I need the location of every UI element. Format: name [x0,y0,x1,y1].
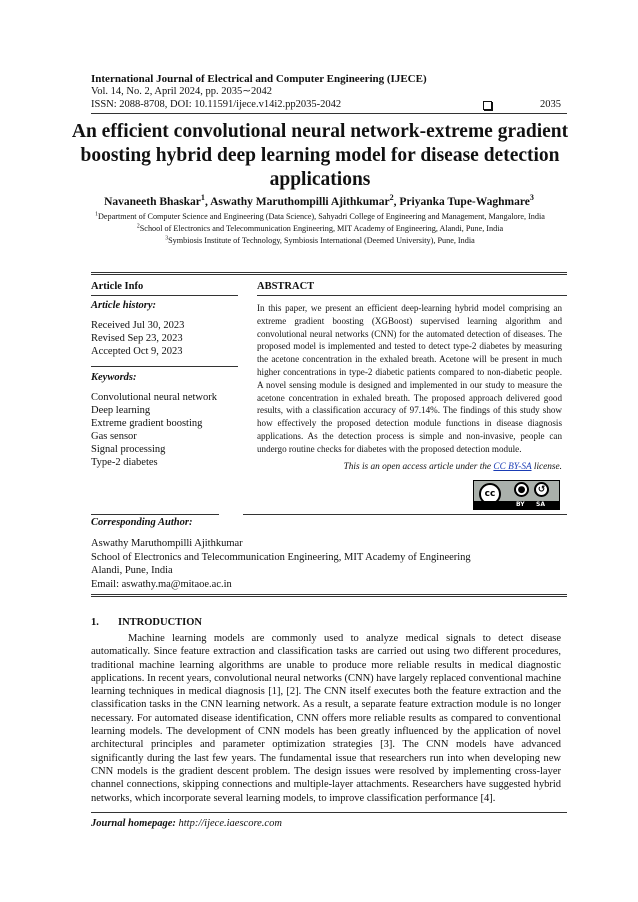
history-list [91,319,184,358]
affiliation [70,223,570,234]
keywords-heading: Keywords: [91,372,137,383]
page-number-group [483,99,561,112]
issn-row [91,99,561,112]
page-number: 2035 [540,99,561,110]
keyword-item: Gas sensor [91,431,137,442]
section-heading: INTRODUCTION [118,617,203,628]
license-line [257,462,562,472]
badge-by: BY [516,501,525,508]
affiliation-sup: 1 [95,211,98,218]
affiliation-sup: 2 [136,223,140,230]
author-name: Aswathy Maruthompilli Ajithkumar [210,196,390,208]
square-icon [483,101,492,110]
volume-info: Vol. 14, No. 2, April 2024, pp. 2035∼2042 [91,86,272,97]
issn-doi: ISSN: 2088-8708, DOI: 10.11591/ijece.v14i2.pp2035-2042 [91,99,342,110]
homepage-label: Journal homepage: [91,818,176,829]
badge-sa: SA [536,501,545,508]
section-rule-bottom [91,594,567,597]
section-rule-top [91,272,567,275]
affiliation-text: Symbiosis Institute of Technology, Symbiosis International (Deemed University), Pune, India [168,236,475,245]
abstract-heading: ABSTRACT [257,281,315,292]
history-item: Received Jul 30, 2023 [91,320,185,331]
share-alike-icon: ↺ [534,482,549,497]
affiliation-sup: 3 [165,235,169,242]
homepage-url[interactable]: http://ijece.iaescore.com [178,818,282,829]
paper-title: An efficient convolutional neural network-extreme gradient boosting hybrid deep learning model for disease detection applications [71,121,569,190]
history-heading: Article history: [91,300,157,311]
corr-rule-right [243,514,567,515]
attribution-icon: ● [514,482,529,497]
keyword-item: Extreme gradient boosting [91,418,203,429]
license-suffix: license. [533,462,562,472]
corr-line: Email: aswathy.ma@mitaoe.ac.in [91,578,232,590]
author-sup: 2 [389,193,394,203]
keyword-item: Convolutional neural network [91,392,217,403]
abstract-text: In this paper, we present an efficient deep-learning hybrid model comprising an extreme gradient boosting (XGBoost) supervised learning algorithm and convolutional neural networks (CNN) for the automated detection of diseases. The proposed model is implemented and tested to detect type-2 diabetes by measuring the acetone concentration in the exhaled breath. Acetone will be present in much higher concentrations in type-2 diabetic patients compared to non-diabetic people. A novel sensing module is designed and implemented in our study to measure the acetone concentration in exhaled breath. The proposed approach delivered good results, with a classification accuracy of 97.14%. The findings of this study show how effectively the proposed detection module functions in disease diagnosis applications. As the detection process is simple and non-invasive, people can undergo routine checks for diabetes with the proposed detection module. [257,303,562,454]
author-sup: 1 [200,193,205,203]
history-item: Accepted Oct 9, 2023 [91,346,183,357]
license-prefix: This is an open access article under the [343,462,492,472]
affiliation-text: School of Electronics and Telecommunication Engineering, MIT Academy of Engineering, Alandi, Pune, India [139,224,504,233]
keywords-list [91,391,217,469]
cc-by-sa-badge[interactable] [473,480,560,510]
footer-rule [91,812,567,813]
corresponding-block [91,537,561,591]
header-rule [91,113,567,114]
authors-line: Navaneeth Bhaskar$^1$, Aswathy Maruthompilli Ajithkumar$^2$, Priyanka Tupe-Waghmare$^3$ [104,193,534,208]
history-item: Revised Sep 23, 2023 [91,333,183,344]
affiliation [70,211,570,222]
footer [91,818,561,829]
info-rule [91,295,238,296]
corr-line: Alandi, Pune, India [91,565,173,576]
abstract-rule [257,295,567,296]
corr-line: School of Electronics and Telecommunication Engineering, MIT Academy of Engineering [91,551,471,563]
keyword-item: Type-2 diabetes [91,457,158,468]
keywords-rule [91,366,238,367]
section-number: 1. [91,617,99,628]
intro-paragraph: Machine learning models are commonly used to analyze medical signals to detect disease automatically. Since feature extraction and classification tasks are carried out using two different procedures, traditional machine learning algorithms are unable to produce more reliable results in medical diagnostic applications. In recent years, convolutional neural networks (CNN) have largely replaced conventional machine learning techniques in medical diagnosis [1], [2]. The CNN itself executes both the feature extraction and the classification tasks in the CNN learning network. As a result, a separate feature extraction module is no longer necessary. For automated disease identification, CNN offers more reliable results as compared to conventional learning models. The development of CNN models has been greatly influenced by the application of novel architectural principles and parameter optimization strategies [3]. The CNN models have advanced significantly during the last few years. The fundamental issue that researchers run into when developing new CNN models is the gradient descent problem. The design issues were resolved by implementing cross-layer channel connections, skipping connections and multiple-layer attachments. Researchers have suggested hybrid networks, which incorporate several learning models, to improve classification performance [4]. [91,633,561,804]
corr-rule-left [91,514,219,515]
author-sup: 3 [529,193,534,203]
author-name: Navaneeth Bhaskar [104,196,201,208]
corr-line: Aswathy Maruthompilli Ajithkumar [91,538,243,549]
corresponding-heading: Corresponding Author: [91,517,193,528]
affiliation-text: Department of Computer Science and Engineering (Data Science), Sahyadri College of Engineering and Management, Mangalore, India [97,212,545,221]
affiliation [70,235,570,246]
keyword-item: Deep learning [91,405,151,416]
author-name: Priyanka Tupe-Waghmare [399,196,530,208]
keyword-item: Signal processing [91,444,166,455]
article-info-heading: Article Info [91,281,144,292]
journal-name: International Journal of Electrical and Computer Engineering (IJECE) [91,73,427,85]
license-link[interactable]: CC BY-SA [493,462,532,472]
badge-bar [474,501,559,509]
cc-label: cc [484,489,496,499]
